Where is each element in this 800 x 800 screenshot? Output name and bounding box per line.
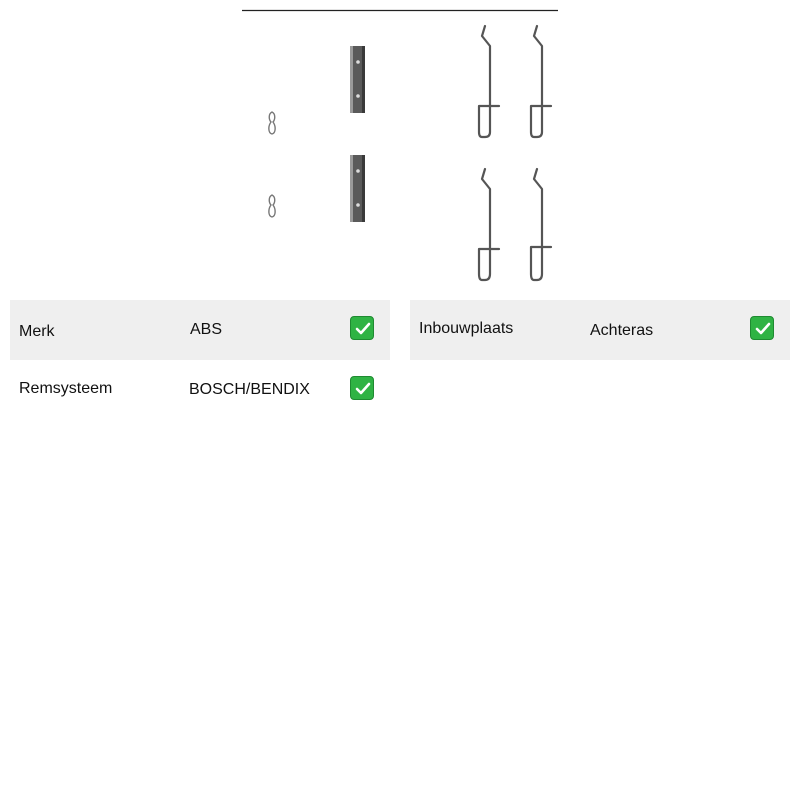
- check-icon: [350, 316, 374, 340]
- spec-value-remsysteem: BOSCH/BENDIX: [189, 381, 310, 398]
- spec-row-merk: [10, 300, 390, 360]
- spring-3: [479, 169, 499, 280]
- spec-label-remsysteem: Remsysteem: [19, 380, 113, 397]
- spec-value-merk: ABS: [190, 321, 223, 338]
- spec-label-inbouwplaats: Inbouwplaats: [419, 320, 514, 337]
- check-icon: [350, 376, 374, 400]
- clip-bottom: [269, 195, 275, 217]
- spec-label-merk: Merk: [19, 323, 55, 340]
- product-image: [242, 0, 558, 292]
- plate-bottom: [350, 155, 365, 222]
- spec-row-inbouwplaats: [410, 300, 790, 360]
- spring-2: [531, 26, 551, 137]
- check-icon: [750, 316, 774, 340]
- spec-value-inbouwplaats: Achteras: [590, 322, 654, 339]
- spring-4: [531, 169, 551, 280]
- plate-top: [350, 46, 365, 113]
- spec-row-remsysteem: [10, 360, 390, 420]
- spring-1: [479, 26, 499, 137]
- clip-top: [269, 112, 275, 134]
